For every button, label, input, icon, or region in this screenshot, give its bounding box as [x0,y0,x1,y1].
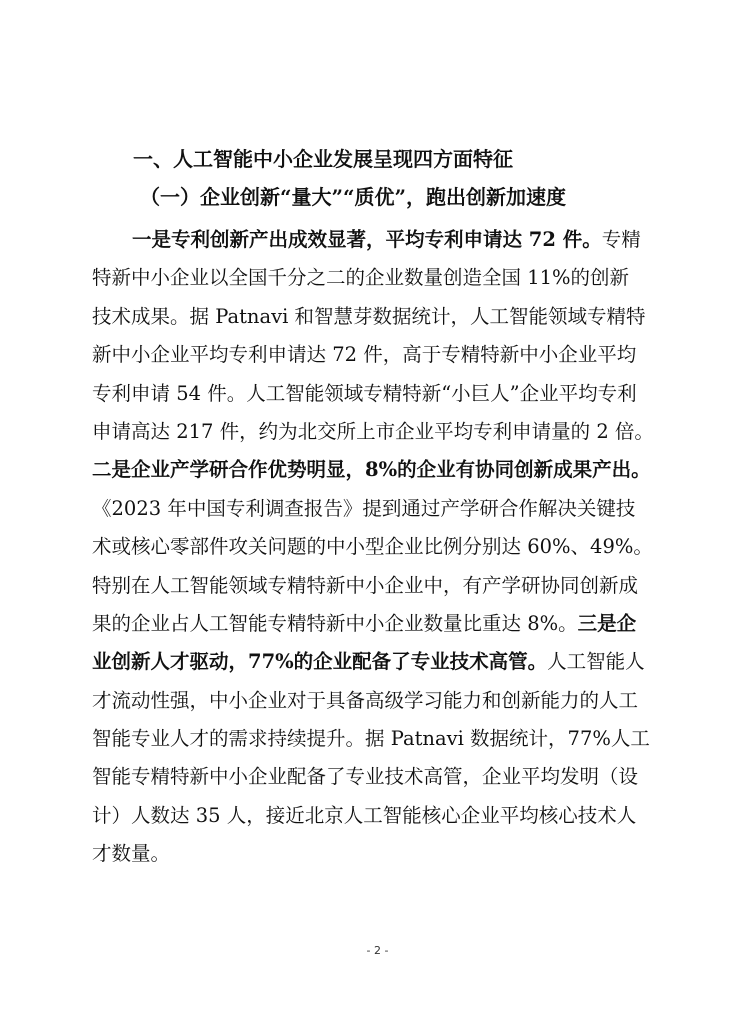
subsection-heading: （一）企业创新“量大”“质优”，跑出创新加速度 [140,185,567,209]
bold-phrase: 一是专利创新产出成效显著，平均专利申请达 72 件。 [132,228,602,251]
text-line: 申请高达 217 件，约为北交所上市企业平均专利申请量的 2 倍。 [92,419,654,443]
text-line: 特新中小企业以全国千分之二的企业数量创造全国 11%的创新 [92,266,630,290]
text-line: 术或核心零部件攻关问题的中小型企业比例分别达 60%、49%。 [92,535,653,559]
text-line: 才流动性强，中小企业对于具备高级学习能力和创新能力的人工 [92,688,639,712]
bold-phrase: 二是企业产学研合作优势明显，8%的企业有协同创新成果产出。 [92,458,651,482]
bold-phrase: 三是企 [577,611,637,635]
text-line [92,643,667,681]
text-run: 专精 [601,228,641,251]
text-line: 新中小企业平均专利申请达 72 件，高于专精特新中小企业平均 [92,343,637,367]
text-line [92,451,667,489]
text-line: 技术成果。据 Patnavi 和智慧芽数据统计，人工智能领域专精特 [92,304,646,328]
text-line: 专利申请 54 件。人工智能领域专精特新“小巨人”企业平均专利 [92,381,637,405]
body-paragraph [92,221,667,874]
text-run: 果的企业占人工智能专精特新中小企业数量比重达 8%。 [92,611,578,635]
text-run: 人工智能人 [547,650,645,674]
text-line [92,605,667,643]
text-line: 才数量。 [92,842,171,866]
text-line: 智能专业人才的需求持续提升。据 Patnavi 数据统计，77%人工 [92,727,650,751]
text-line: 智能专精特新中小企业配备了专业技术高管，企业平均发明（设 [92,765,639,789]
bold-phrase: 业创新人才驱动，77%的企业配备了专业技术高管。 [92,650,548,674]
text-line [92,221,667,259]
section-heading: 一、人工智能中小企业发展呈现四方面特征 [133,147,513,171]
text-line: 计）人数达 35 人，接近北京人工智能核心企业平均核心技术人 [92,803,637,827]
text-line: 特别在人工智能领域专精特新中小企业中，有产学研协同创新成 [92,573,639,597]
text-line: 《2023 年中国专利调查报告》提到通过产学研合作解决关键技 [92,496,636,520]
page-number: - 2 - [366,944,389,957]
